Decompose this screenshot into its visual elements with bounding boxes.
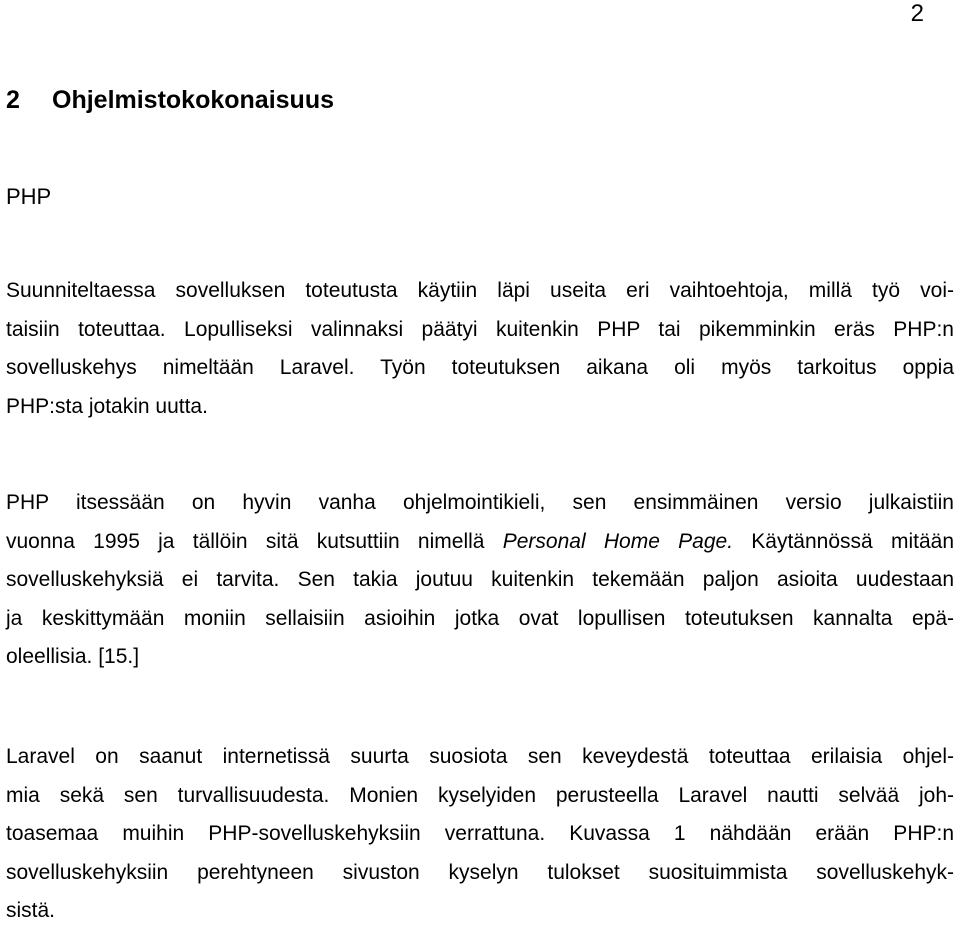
paragraph-line: PHP itsessään on hyvin vanha ohjelmointikieli, sen ensimmäinen versio julkaistiin (6, 491, 954, 514)
paragraph-line: mia sekä sen turvallisuudesta. Monien kyselyiden perusteella Laravel nautti selvää joh- (6, 783, 954, 807)
paragraph-3 (6, 738, 954, 931)
paragraph-line: taisiin toteuttaa. Lopulliseksi valinnaksi päätyi kuitenkin PHP tai pikemminkin eräs PHP:n (6, 317, 954, 341)
paragraph-text: vuonna 1995 ja tällöin sitä kutsuttiin nimellä (6, 529, 503, 553)
chapter-title: Ohjelmistokokonaisuus (52, 86, 335, 114)
paragraph-text: Käytännössä mitään (733, 529, 954, 553)
paragraph-line: Laravel on saanut internetissä suurta suosiota sen keveydestä toteuttaa erilaisia ohjel- (6, 745, 954, 768)
paragraph-line: sovelluskehyksiin perehtyneen sivuston kyselyn tulokset suosituimmista sovelluskehyk- (6, 860, 954, 884)
paragraph-line: Suunniteltaessa sovelluksen toteutusta käytiin läpi useita eri vaihtoehtoja, millä työ voi- (6, 279, 954, 302)
paragraph-line: oleellisia. [15.] (6, 645, 140, 669)
paragraph-line: PHP:sta jotakin uutta. (6, 394, 208, 418)
section-heading: PHP (6, 184, 52, 209)
italic-term: Personal Home Page. (502, 529, 734, 553)
paragraph-line: sovelluskehys nimeltään Laravel. Työn toteutuksen aikana oli myös tarkoitus oppia (6, 356, 954, 380)
paragraph-line: sistä. (6, 899, 56, 923)
paragraph-1 (6, 272, 954, 426)
chapter-number: 2 (6, 86, 20, 114)
page-number: 2 (910, 0, 924, 27)
paragraph-line (6, 523, 954, 562)
chapter-heading (6, 86, 334, 114)
paragraph-line: sovelluskehyksiä ei tarvita. Sen takia joutuu kuitenkin tekemään paljon asioita uudestaan (6, 568, 954, 592)
paragraph-line: toasemaa muihin PHP-sovelluskehyksiin verrattuna. Kuvassa 1 nähdään erään PHP:n (6, 822, 954, 846)
paragraph-2 (6, 484, 954, 677)
paragraph-line: ja keskittymään moniin sellaisiin asioihin jotka ovat lopullisen toteutuksen kannalta epä- (6, 606, 954, 630)
